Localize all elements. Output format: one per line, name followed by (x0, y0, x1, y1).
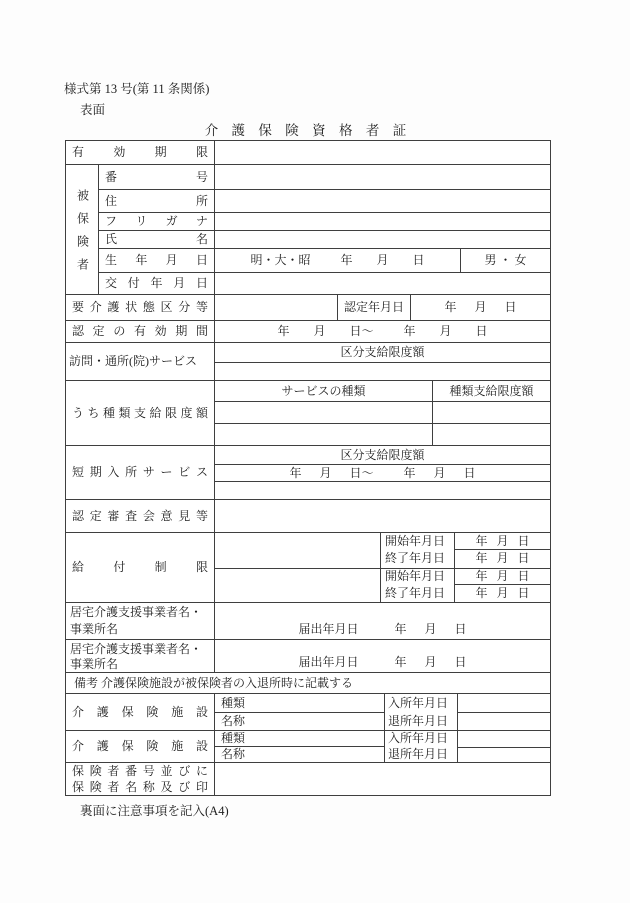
benefit-limit-label: 給 付 制 限 (72, 560, 208, 574)
home-care-label-line2: 事業所名 (70, 657, 119, 671)
row-committee-opinion (66, 499, 550, 532)
discharge-date-label: 退所年月日 (388, 746, 449, 761)
home-care-label-line1: 居宅介護支援事業者名・ (70, 642, 203, 656)
row-insured-issue-date (99, 272, 550, 294)
row-benefit-limit (66, 532, 550, 602)
care-level-value-cell (215, 295, 337, 320)
row-home-care-provider-1 (66, 602, 550, 639)
number-label: 番 号 (105, 169, 208, 184)
discharge-date-label: 退所年月日 (388, 713, 449, 728)
end-date-label: 終了年月日 (385, 586, 446, 601)
insurer-label-line2: 保 険 者 名 称 及 び 印 (72, 779, 208, 794)
benefit-limit-entry-1 (215, 533, 550, 568)
service-type-cell-1 (215, 402, 432, 423)
facility-type-label: 種類 (221, 731, 246, 745)
name-label: 氏 名 (105, 232, 208, 246)
start-date-label: 開始年月日 (385, 534, 446, 549)
form-number: 様式第 13 号(第 11 条関係) (64, 82, 210, 96)
home-care-report-date-2: 届出年月日 年 月 日 (214, 640, 550, 672)
visit-limit-header: 区分支給限度額 (340, 345, 425, 359)
row-visit-service (66, 342, 550, 380)
furigana-value-cell (214, 213, 550, 230)
start-date-value-1: 年 月 日 (455, 533, 550, 550)
side-label: 表面 (80, 103, 106, 117)
type-limit-cell-1 (432, 402, 550, 423)
certification-period-value: 年 月 日〜 年 月 日 (214, 321, 550, 342)
row-certification-period (66, 320, 550, 342)
short-stay-value-cell (215, 481, 550, 499)
short-stay-label: 短 期 入 所 サ ー ビ ス (72, 465, 208, 479)
issue-date-label: 交 付 年 月 日 (105, 276, 208, 290)
home-care-label-line1: 居宅介護支援事業者名・ (70, 605, 203, 619)
admission-date-label: 入所年月日 (388, 731, 449, 746)
remarks-text: 備考 介護保険施設が被保険者の入退所時に記載する (74, 675, 354, 690)
care-facility-label: 介 護 保 険 施 設 (72, 739, 208, 753)
issue-date-value-cell (214, 273, 550, 294)
visit-limit-value-cell (215, 362, 550, 380)
start-date-value-2: 年 月 日 (455, 569, 550, 586)
address-value-cell (214, 190, 550, 212)
birthdate-era-value: 明・大・昭 年 月 日 (250, 253, 425, 267)
row-insured-furigana (99, 212, 550, 230)
visit-service-label: 訪問・通所(院)サービス (69, 354, 197, 368)
row-valid-until (66, 141, 550, 164)
row-insured-address (99, 189, 550, 212)
end-date-value-1: 年 月 日 (475, 551, 530, 566)
row-care-level (66, 294, 550, 320)
start-date-label: 開始年月日 (385, 569, 446, 584)
row-short-stay-service (66, 445, 550, 499)
row-insured-name (99, 230, 550, 248)
benefit-limit-entry-2 (215, 568, 550, 603)
certificate-table (65, 140, 551, 796)
certification-period-label: 認 定 の 有 効 期 間 (72, 324, 208, 338)
valid-until-label: 有 効 期 限 (72, 145, 208, 159)
benefit-limit-value-cell-1 (215, 533, 380, 568)
home-care-report-date-1: 届出年月日 年 月 日 (214, 603, 550, 639)
certification-date-value: 年 月 日 (410, 295, 550, 320)
care-level-label: 要 介 護 状 態 区 分 等 (72, 300, 208, 314)
gender-value: 男 ・ 女 (460, 249, 550, 272)
number-value-cell (214, 165, 550, 189)
home-care-label-line2: 事業所名 (70, 622, 119, 636)
type-limit-label: う ち 種 類 支 給 限 度 額 (72, 405, 208, 420)
insurer-label-line1: 保 険 者 番 号 並 び に (72, 763, 208, 778)
insured-rows (98, 165, 550, 294)
short-stay-period-value: 年 月 日〜 年 月 日 (215, 464, 550, 481)
birthdate-label: 生 年 月 日 (105, 253, 208, 267)
type-limit-header: 種類支給限度額 (432, 381, 550, 401)
name-value-cell (214, 231, 550, 248)
admission-date-label: 入所年月日 (388, 695, 449, 710)
insured-group-cell (66, 165, 98, 294)
certification-date-label: 認定年月日 (337, 295, 410, 320)
end-date-label: 終了年月日 (385, 551, 446, 566)
committee-opinion-value-cell (214, 500, 550, 532)
address-label: 住 所 (105, 193, 208, 208)
admission-date-value-1 (458, 694, 550, 712)
row-insurer (66, 762, 550, 795)
row-care-facility-1 (66, 693, 550, 730)
row-home-care-provider-2 (66, 639, 550, 672)
row-care-facility-2 (66, 730, 550, 762)
admission-date-value-2 (458, 731, 550, 747)
row-insured-person (66, 164, 550, 294)
valid-until-label-cell (66, 141, 214, 164)
row-type-limit (66, 380, 550, 445)
row-remarks (66, 672, 550, 693)
document-title: 介 護 保 険 資 格 者 証 (204, 123, 412, 138)
facility-type-label: 種類 (221, 695, 246, 710)
discharge-date-value-2 (458, 747, 550, 763)
facility-name-label: 名称 (215, 712, 384, 730)
type-limit-cell-2 (432, 424, 550, 445)
short-stay-limit-header: 区分支給限度額 (340, 447, 425, 462)
insurer-value-cell (214, 763, 550, 795)
committee-opinion-label: 認 定 審 査 会 意 見 等 (72, 508, 208, 523)
insured-group-label: 被保険者 (75, 189, 90, 281)
care-facility-label: 介 護 保 険 施 設 (72, 704, 208, 719)
service-type-header: サービスの種類 (281, 383, 366, 398)
service-type-cell-2 (215, 424, 432, 445)
row-insured-number (99, 165, 550, 189)
footer-note: 裏面に注意事項を記入(A4) (80, 804, 229, 818)
end-date-value-2: 年 月 日 (475, 586, 530, 601)
benefit-limit-value-cell-2 (215, 569, 380, 603)
discharge-date-value-1 (458, 712, 550, 730)
furigana-label: フ リ ガ ナ (105, 214, 208, 228)
facility-name-label: 名称 (215, 746, 384, 762)
row-insured-birthdate (99, 248, 550, 272)
valid-until-value-cell (214, 141, 550, 164)
